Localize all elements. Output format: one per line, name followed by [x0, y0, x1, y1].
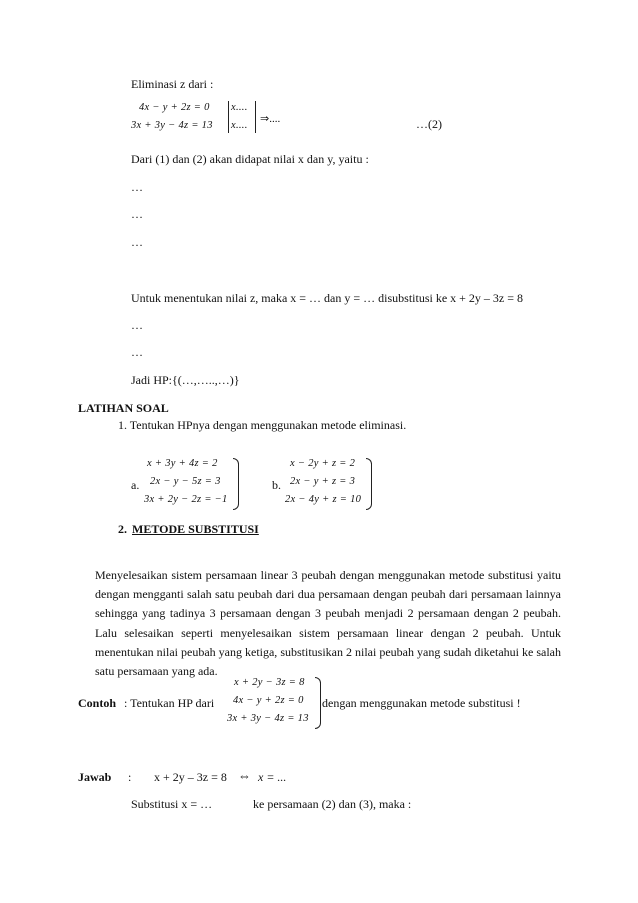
text-dari: Dari (1) dan (2) akan didapat nilai x dan y, yaitu :	[131, 152, 369, 166]
section-number: 2.	[118, 522, 127, 536]
label-contoh: Contoh	[78, 696, 117, 710]
equation-1: 4x − y + 2z = 0	[139, 102, 210, 113]
paragraph-substitusi: Menyelesaikan sistem persamaan linear 3 peubah dengan menggunakan metode substitusi yaitu dengan mengganti salah satu peubah dari dua persamaan dengan peubah dari persamaan lainnya sehingga yang tadinya 3 persamaan dengan 3 peubah menjadi 2 persamaan dengan 2 peubah. Lalu selesaikan seperti menyelesaikan sistem persamaan linear dengan 2 peubah. Untuk menentukan nilai peubah yang ketiga, substitusikan 2 nilai peubah yang sudah diketahui ke salah satu persamaan yang ada.	[95, 568, 561, 679]
multiplier-2: x....	[231, 120, 248, 131]
jawab-expression: x + 2y – 3z = 8	[154, 770, 227, 784]
label-b: b.	[272, 478, 281, 492]
brace-b	[366, 458, 372, 510]
contoh-eq1: x + 2y − 3z = 8	[234, 677, 305, 688]
contoh-eq2: 4x − y + 2z = 0	[233, 695, 304, 706]
brace-contoh	[315, 677, 321, 729]
text-menentukan-z: Untuk menentukan nilai z, maka x = … dan y = … disubstitusi ke x + 2y – 3z = 8	[131, 291, 524, 305]
equation-2: 3x + 3y − 4z = 13	[131, 120, 213, 131]
system-a-eq1: x + 3y + 4z = 2	[147, 458, 218, 469]
substitusi-text-2: ke persamaan (2) dan (3), maka :	[253, 797, 412, 811]
separator-bar-2	[255, 101, 256, 133]
heading-eliminasi: Eliminasi z dari :	[131, 77, 214, 91]
latihan-item-1: 1. Tentukan HPnya dengan menggunakan metode eliminasi.	[118, 418, 407, 432]
system-b-eq1: x − 2y + z = 2	[290, 458, 356, 469]
contoh-eq3: 3x + 3y − 4z = 13	[227, 713, 309, 724]
ellipsis-line: …	[131, 235, 143, 249]
system-b-eq3: 2x − 4y + z = 10	[285, 494, 362, 505]
separator-bar	[228, 101, 229, 133]
ellipsis-line: …	[131, 318, 143, 332]
equation-reference: …(2)	[416, 117, 442, 131]
implies-arrow: ⇒....	[260, 113, 281, 125]
section-title: METODE SUBSTITUSI	[132, 522, 259, 536]
ellipsis-line: …	[131, 345, 143, 359]
ellipsis-line: …	[131, 180, 143, 194]
text-hp: Jadi HP:{(…,…..,…)}	[131, 373, 240, 387]
label-jawab: Jawab	[78, 770, 112, 784]
multiplier-1: x....	[231, 102, 248, 113]
system-a-eq3: 3x + 2y − 2z = −1	[144, 494, 228, 505]
system-a-eq2: 2x − y − 5z = 3	[150, 476, 221, 487]
brace-a	[233, 458, 239, 510]
iff-symbol: ⇔	[238, 768, 251, 783]
system-b-eq2: 2x − y + z = 3	[290, 476, 356, 487]
ellipsis-line: …	[131, 207, 143, 221]
heading-latihan-soal: LATIHAN SOAL	[78, 401, 169, 415]
contoh-text: : Tentukan HP dari	[124, 696, 215, 710]
label-a: a.	[131, 478, 140, 492]
jawab-result: x = ...	[258, 770, 287, 784]
contoh-text-after: dengan menggunakan metode substitusi !	[322, 696, 521, 710]
jawab-colon: :	[128, 770, 132, 784]
substitusi-text: Substitusi x = …	[131, 797, 213, 811]
